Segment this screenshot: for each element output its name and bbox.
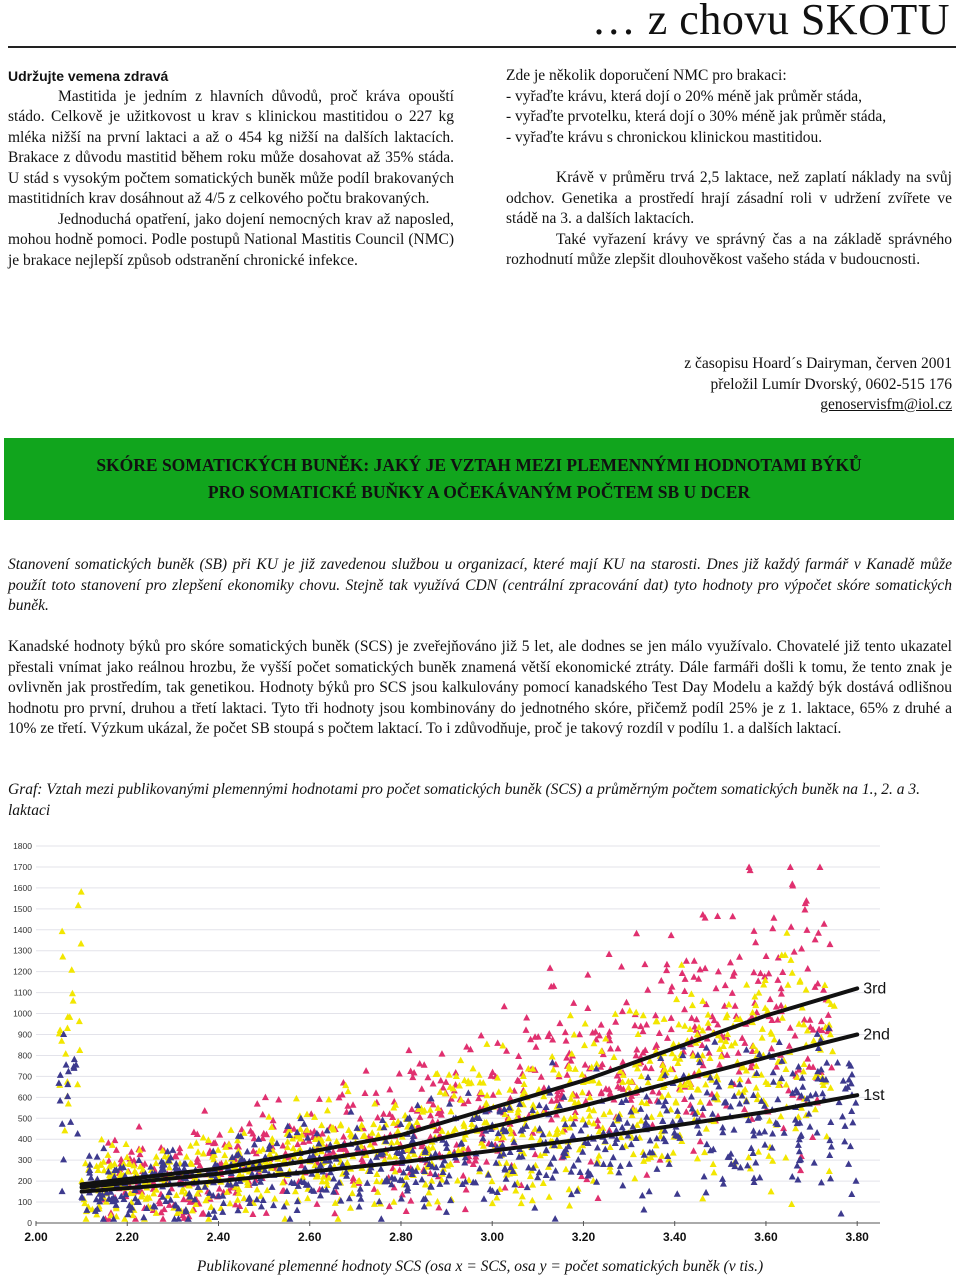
x-tick-label: 2.60	[298, 1230, 322, 1244]
scatter-chart	[10, 838, 890, 1248]
y-tick-label: 1800	[13, 841, 32, 851]
y-tick-label: 700	[17, 1071, 32, 1082]
left-paragraph-1: Mastitida je jedním z hlavních důvodů, proč kráva opouští stádo. Celkově je užitkovost u krav s klinickou mastitidou o 227 kg mléka nižší na první laktaci a až o 454 kg nižší na dalších laktacích. Brakace z důvodu mastitid během roku může dosahovat až 35% stáda. U stád s vysokým počtem somatických buněk může podíl brakovaných mastitidních krav dosáhnout až 4/5 z celkového počtu brakovaných.	[8, 87, 454, 207]
body-paragraph: Kanadské hodnoty býků pro skóre somatických buněk (SCS) je zveřejňováno již 5 let, ale dodnes se jen málo využívalo. Chovatelé již tento ukazatel přestali vnímat jako reálnou hrozbu, že vyšší počet somatických buněk znamená větší ekonomické ztráty. Dále farmáři došli k tomu, že tento znak je ovlivněn jak prostředím, tak genetikou. Hodnoty býků pro SCS jsou kalkulovány pomocí kanadského Test Day Modelu a každý býk dostává odlišnou hodnotu pro první, druhou a třetí laktaci. Tyto tři hodnoty jsou kombinovány do jednotného skóre, přičemž podíl 25% je z 1. laktace, 65% z druhé a 10% ze třetí. Výzkum ukázal, že počet SB stoupá s počtem laktací. To i zdůvodňuje, proč je takový rozdíl v podílu 1. a dalších laktací.	[8, 638, 952, 737]
credit-email-link[interactable]: genoservisfm@iol.cz	[820, 396, 952, 413]
x-tick-label: 2.80	[389, 1230, 413, 1244]
y-tick-label: 1100	[13, 987, 32, 998]
article-banner	[4, 438, 954, 520]
chart-caption: Graf: Vztah mezi publikovanými plemennými hodnotami pro počet somatických buněk (SCS) a průměrným počtem somatických buněk na 1., 2. a 3. laktaci	[8, 781, 920, 819]
trend-label-1st: 1st	[863, 1087, 885, 1105]
x-tick-label: 2.20	[115, 1230, 139, 1244]
banner-line-2: PRO SOMATICKÉ BUŇKY A OČEKÁVANÝM POČTEM SB U DCER	[207, 482, 751, 502]
banner-line-1: SKÓRE SOMATICKÝCH BUNĚK: JAKÝ JE VZTAH MEZI PLEMENNÝMI HODNOTAMI BÝKŮ	[96, 455, 862, 475]
y-tick-label: 1200	[13, 966, 32, 977]
credit-translator: přeložil Lumír Dvorský, 0602-515 176	[710, 375, 952, 393]
left-column	[8, 66, 454, 271]
y-tick-label: 600	[17, 1092, 32, 1103]
x-tick-label: 3.20	[571, 1230, 596, 1244]
right-paragraph-2: Také vyřazení krávy ve správný čas a na základě správného rozhodnutí může zlepšit dlouhověkost vašeho stáda v budoucnosti.	[506, 230, 952, 268]
y-tick-label: 1600	[13, 882, 32, 893]
chart-bottom-caption: Publikované plemenné hodnoty SCS (osa x = SCS, osa y = počet somatických buněk (v tis.)	[196, 1258, 764, 1275]
y-tick-label: 1700	[13, 861, 32, 872]
left-paragraph-2: Jednoduchá opatření, jako dojení nemocných krav až naposled, mohou hodně pomoci. Podle postupů National Mastitis Council (NMC) je brakace nejlepší způsob odstranění chronické infekce.	[8, 210, 454, 269]
right-paragraph-1: Krávě v průměru trvá 2,5 laktace, než zaplatí náklady na svůj odchov. Genetika a prostředí hrají zásadní roli v udržení zvířete ve stádě na 3. a dalších laktacích.	[506, 169, 952, 227]
section-heading: Udržujte vemena zdravá	[8, 68, 169, 84]
page-header	[8, 0, 956, 48]
y-tick-label: 1000	[13, 1008, 32, 1019]
lead-paragraph: Stanovení somatických buněk (SB) při KU je již zavedenou službou u organizací, které mají KU na starosti. Dnes již každý farmář v Kanadě může použít toto stanovení pro zlepšení ekonomiky chovu. Stejně tak využívá CDN (centrální zpracování dat) tyto hodnoty pro výpočet skóre somatických buněk.	[8, 556, 952, 614]
y-tick-label: 800	[17, 1050, 32, 1061]
recommendation-item: - vyřaďte krávu, která dojí o 20% méně jak průměr stáda,	[506, 87, 863, 105]
y-tick-label: 400	[17, 1134, 32, 1145]
y-tick-label: 500	[17, 1113, 32, 1124]
x-tick-label: 3.80	[845, 1230, 869, 1244]
source-credit	[684, 354, 952, 416]
x-tick-label: 2.00	[24, 1230, 48, 1244]
x-tick-label: 2.40	[206, 1230, 231, 1244]
y-tick-label: 0	[27, 1218, 32, 1228]
trend-label-3rd: 3rd	[863, 980, 887, 998]
x-tick-label: 3.40	[663, 1230, 687, 1244]
y-tick-label: 100	[17, 1197, 32, 1208]
credit-source: z časopisu Hoard´s Dairyman, červen 2001	[684, 355, 952, 372]
recommendations-intro: Zde je několik doporučení NMC pro brakaci:	[506, 67, 787, 84]
right-column	[506, 66, 952, 271]
y-tick-label: 300	[17, 1155, 32, 1166]
recommendation-item: - vyřaďte krávu s chronickou klinickou mastitidou.	[506, 128, 823, 146]
y-tick-label: 200	[17, 1176, 32, 1187]
x-tick-label: 3.00	[480, 1230, 504, 1244]
y-tick-label: 1500	[13, 903, 32, 914]
x-tick-label: 3.60	[754, 1230, 778, 1244]
y-tick-label: 1300	[13, 945, 32, 956]
y-tick-label: 1400	[13, 924, 32, 935]
trend-label-2nd: 2nd	[863, 1026, 890, 1044]
page-title: … z chovu SKOTU	[591, 0, 950, 44]
recommendation-item: - vyřaďte prvotelku, která dojí o 30% méně jak průměr stáda,	[506, 108, 887, 125]
y-tick-label: 900	[17, 1029, 32, 1040]
